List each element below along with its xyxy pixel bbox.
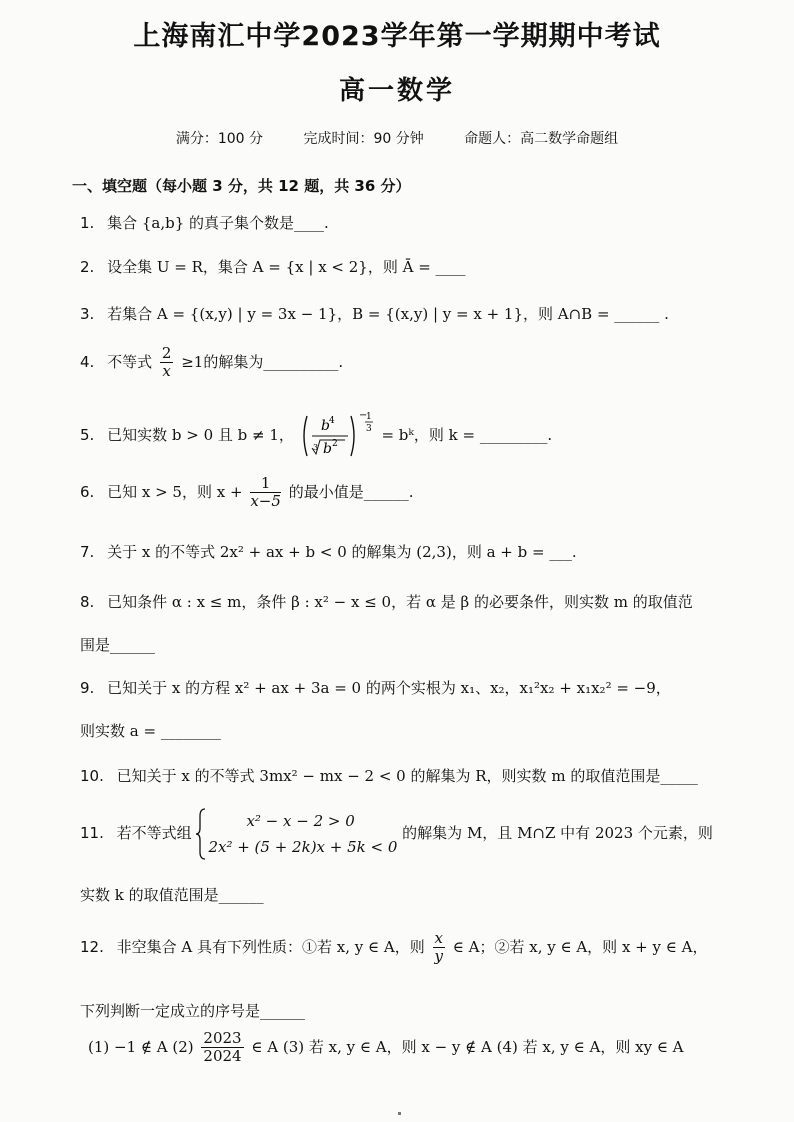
question-prefix: 已知 x > 5，则 x + bbox=[107, 482, 243, 501]
question-suffix: ≥1的解集为__________. bbox=[181, 352, 344, 371]
question-2 bbox=[80, 256, 466, 277]
question-9 bbox=[80, 677, 671, 698]
svg-text:b: b bbox=[322, 441, 332, 457]
question-number: 7. bbox=[80, 543, 95, 561]
question-11 bbox=[80, 808, 713, 860]
exam-info bbox=[0, 128, 794, 148]
fraction-numerator: 2 bbox=[161, 344, 172, 362]
question-number: 12. bbox=[80, 937, 104, 956]
fraction-denominator: x bbox=[162, 362, 171, 381]
question-prefix: 若不等式组 bbox=[116, 824, 192, 842]
fraction-numerator: 2023 bbox=[203, 1029, 242, 1047]
question-prefix: 不等式 bbox=[107, 352, 153, 371]
question-number: 10. bbox=[80, 767, 104, 785]
power-expression-figure bbox=[299, 410, 377, 462]
system-line-1: x² − x − 2 > 0 bbox=[246, 812, 355, 830]
svg-text:3: 3 bbox=[312, 443, 318, 452]
question-5 bbox=[80, 410, 552, 462]
fraction-numerator: x bbox=[434, 929, 443, 947]
question-7 bbox=[80, 541, 577, 562]
question-8-continued: 围是______ bbox=[80, 636, 156, 654]
svg-text:b: b bbox=[320, 418, 330, 434]
question-suffix: = bᵏ，则 k = _________. bbox=[381, 426, 553, 444]
question-12-options bbox=[88, 1030, 684, 1066]
question-6 bbox=[80, 475, 413, 511]
question-text: 已知条件 α : x ≤ m，条件 β : x² − x ≤ 0，若 α 是 β 的必要条件，则实数 m 的取值范 bbox=[107, 593, 693, 611]
left-brace-icon bbox=[196, 808, 206, 860]
question-11-continued: 实数 k 的取值范围是______ bbox=[80, 886, 264, 904]
question-text: 关于 x 的不等式 2x² + ax + b < 0 的解集为 (2,3)，则 a + b = ___. bbox=[107, 543, 577, 561]
system-line-2: 2x² + (5 + 2k)x + 5k < 0 bbox=[208, 838, 398, 856]
question-12-continued: 下列判断一定成立的序号是______ bbox=[80, 1002, 306, 1020]
question-prefix: 非空集合 A 具有下列性质：①若 x, y ∈ A，则 bbox=[116, 937, 425, 956]
svg-text:3: 3 bbox=[365, 424, 372, 434]
fraction-denominator: x−5 bbox=[250, 492, 281, 511]
inequality-system bbox=[196, 808, 397, 860]
exam-subtitle: 高一数学 bbox=[338, 76, 455, 106]
question-number: 2. bbox=[80, 258, 95, 276]
options-part-b: ∈ A (3) 若 x, y ∈ A，则 x − y ∉ A (4) 若 x, y ∈ A，则 xy ∈ A bbox=[251, 1037, 684, 1056]
time-limit: 完成时间：90 分钟 bbox=[303, 131, 424, 147]
question-9-continued: 则实数 a = ________ bbox=[80, 722, 221, 740]
options-part-a: (1) −1 ∉ A (2) bbox=[88, 1037, 194, 1056]
fraction-denominator: y bbox=[434, 947, 443, 966]
fraction bbox=[160, 345, 174, 381]
fraction-denominator: 2024 bbox=[203, 1047, 242, 1066]
question-suffix: ∈ A；②若 x, y ∈ A，则 x + y ∈ A， bbox=[452, 937, 708, 956]
fraction-numerator: 1 bbox=[250, 475, 281, 493]
question-prefix: 已知实数 b > 0 且 b ≠ 1， bbox=[107, 426, 294, 444]
question-number: 3. bbox=[80, 305, 95, 323]
exam-title: 上海南汇中学2023学年第一学期期中考试 bbox=[133, 21, 661, 52]
question-number: 9. bbox=[80, 679, 95, 697]
question-3 bbox=[80, 303, 669, 324]
question-number: 11. bbox=[80, 824, 104, 842]
exam-author: 命题人：高二数学命题组 bbox=[464, 131, 619, 147]
question-suffix: 的解集为 M，且 M∩Z 中有 2023 个元素，则 bbox=[402, 824, 713, 842]
svg-text:1: 1 bbox=[365, 412, 372, 422]
question-number: 8. bbox=[80, 593, 95, 611]
fraction bbox=[250, 475, 281, 511]
question-1 bbox=[80, 212, 329, 233]
svg-text:−: − bbox=[358, 410, 368, 421]
fraction bbox=[433, 930, 445, 966]
svg-text:4: 4 bbox=[328, 416, 335, 426]
question-8 bbox=[80, 591, 693, 612]
question-number: 5. bbox=[80, 426, 95, 444]
question-text: 集合 {a,b} 的真子集个数是____. bbox=[107, 214, 329, 232]
question-number: 6. bbox=[80, 482, 95, 501]
full-score: 满分：100 分 bbox=[175, 131, 263, 147]
question-text: 已知关于 x 的方程 x² + ax + 3a = 0 的两个实根为 x₁、x₂，x₁²x₂ + x₁x₂² = −9， bbox=[107, 679, 671, 697]
question-number: 4. bbox=[80, 352, 95, 371]
question-suffix: 的最小值是______. bbox=[288, 482, 414, 501]
svg-text:2: 2 bbox=[331, 439, 338, 449]
question-text: 设全集 U = R，集合 A = {x | x < 2}，则 Ā = ____ bbox=[107, 258, 466, 276]
scan-speck bbox=[398, 1112, 401, 1115]
question-text: 若集合 A = {(x,y) | y = 3x − 1}，B = {(x,y) | y = x + 1}，则 A∩B = ______ . bbox=[107, 305, 669, 323]
question-text: 已知关于 x 的不等式 3mx² − mx − 2 < 0 的解集为 R，则实数 m 的取值范围是_____ bbox=[116, 767, 698, 785]
fraction bbox=[201, 1030, 243, 1066]
section-heading: 一、填空题（每小题 3 分，共 12 题，共 36 分） bbox=[72, 177, 411, 195]
question-4 bbox=[80, 345, 343, 381]
question-12 bbox=[80, 930, 707, 966]
question-10 bbox=[80, 765, 698, 786]
question-number: 1. bbox=[80, 214, 95, 232]
